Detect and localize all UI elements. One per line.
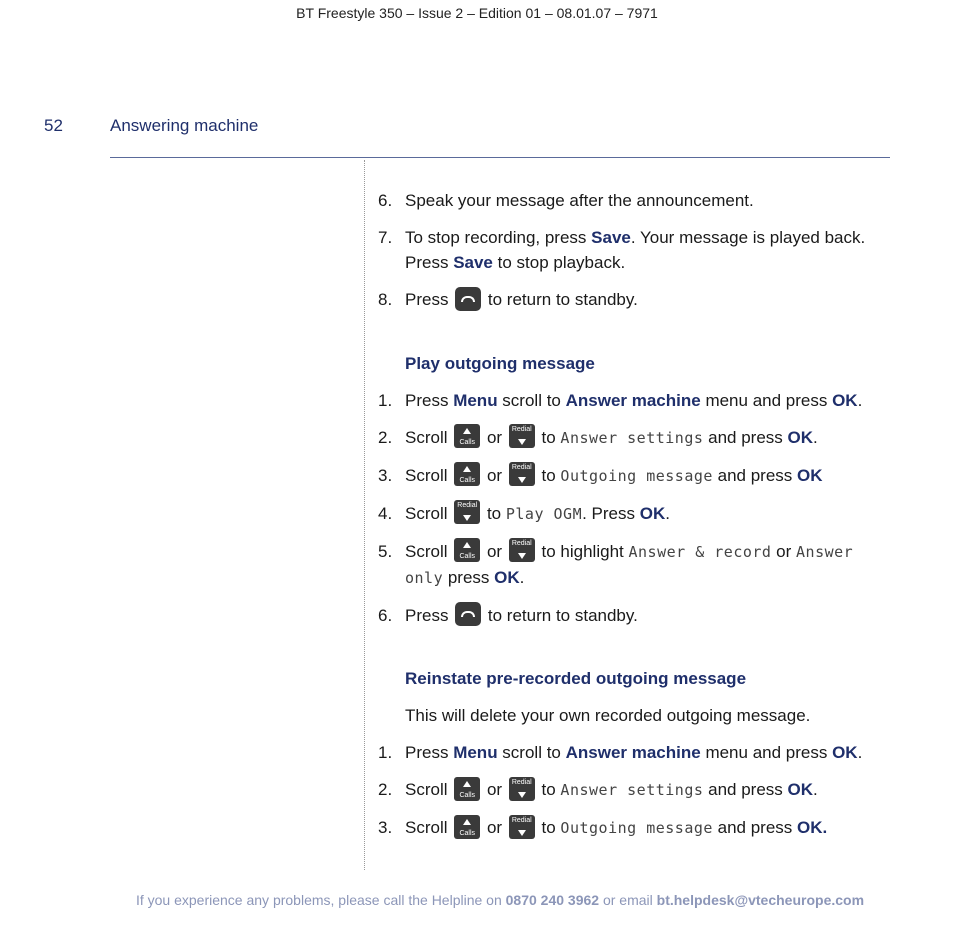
intro-text: This will delete your own recorded outgoing message.	[405, 706, 811, 726]
list-item	[378, 539, 878, 591]
display-text: Answer settings	[560, 781, 704, 800]
step-text: scroll to	[497, 743, 566, 763]
ok-key-label: OK	[797, 465, 823, 485]
step-text: .	[857, 743, 863, 763]
column-divider	[364, 160, 365, 870]
menu-name: Answer machine	[565, 390, 701, 410]
ok-key-label: OK.	[797, 818, 828, 838]
step-text: Scroll	[405, 503, 453, 523]
step-number: 3.	[378, 465, 393, 485]
list-item	[378, 740, 878, 765]
calls-up-key-icon: Calls	[454, 815, 480, 839]
redial-down-key-icon: Redial	[509, 538, 535, 562]
step-text: or	[482, 427, 507, 447]
subheading-play-outgoing: Play outgoing message	[405, 353, 595, 373]
step-text: .	[813, 427, 818, 447]
ok-key-label: OK	[787, 780, 813, 800]
step-text: .	[857, 390, 863, 410]
list-item	[378, 188, 878, 213]
save-key-label: Save	[591, 228, 631, 247]
list-item	[378, 815, 878, 841]
redial-down-key-icon: Redial	[509, 462, 535, 486]
step-number: 2.	[378, 780, 393, 800]
step-text: .	[519, 567, 525, 587]
page-number: 52	[44, 116, 63, 135]
step-text: to	[536, 465, 561, 485]
step-text: or	[482, 780, 507, 800]
calls-up-key-icon: Calls	[454, 538, 480, 562]
step-number: 1.	[378, 743, 393, 763]
end-call-icon	[455, 287, 481, 311]
list-item	[378, 388, 878, 413]
step-number: 6.	[378, 605, 393, 625]
save-key-label: Save	[453, 253, 493, 272]
menu-key-label: Menu	[453, 743, 498, 763]
redial-down-key-icon: Redial	[509, 777, 535, 801]
step-number: 7.	[378, 228, 393, 247]
list-item	[378, 287, 878, 313]
document-info: BT Freestyle 350 – Issue 2 – Edition 01 – 08.01.07 – 7971	[296, 5, 658, 21]
step-text: Scroll	[405, 541, 453, 561]
step-number: 4.	[378, 503, 393, 523]
header-rule	[110, 157, 890, 158]
step-text: Scroll	[405, 427, 453, 447]
step-text: menu and press	[700, 390, 833, 410]
display-text: Answer only	[405, 542, 854, 587]
subheading-reinstate: Reinstate pre-recorded outgoing message	[405, 669, 747, 689]
step-text: scroll to	[497, 390, 566, 410]
step-text: . Press	[582, 503, 640, 523]
display-text: Outgoing message	[560, 819, 713, 838]
redial-down-key-icon: Redial	[509, 424, 535, 448]
step-text: Scroll	[405, 780, 453, 800]
step-text: to highlight	[536, 541, 629, 561]
step-text: Scroll	[405, 818, 453, 838]
step-text: or	[482, 818, 507, 838]
step-text: or	[482, 465, 507, 485]
redial-down-key-icon: Redial	[509, 815, 535, 839]
step-text: To stop recording, press	[405, 228, 592, 247]
calls-up-key-icon: Calls	[454, 462, 480, 486]
step-text: to	[536, 427, 561, 447]
list-item	[378, 225, 878, 275]
step-number: 1.	[378, 390, 393, 410]
end-call-icon	[455, 602, 481, 626]
step-text: to	[536, 818, 561, 838]
ok-key-label: OK	[787, 427, 813, 447]
step-text: Scroll	[405, 465, 453, 485]
step-text: press	[443, 567, 495, 587]
step-text: Press	[405, 743, 454, 763]
helpdesk-email: bt.helpdesk@vtecheurope.com	[656, 892, 865, 908]
step-number: 2.	[378, 427, 393, 447]
list-item	[378, 603, 878, 629]
calls-up-key-icon: Calls	[454, 424, 480, 448]
step-number: 5.	[378, 541, 393, 561]
step-text: and press	[712, 465, 798, 485]
step-text: to return to standby.	[483, 290, 638, 309]
step-text: . Your message is played back. Press	[405, 228, 866, 272]
list-item	[378, 463, 878, 489]
step-text: to stop playback.	[492, 253, 626, 272]
calls-up-key-icon: Calls	[454, 777, 480, 801]
step-text: menu and press	[700, 743, 833, 763]
step-text: and press	[712, 818, 798, 838]
step-text: or	[482, 541, 507, 561]
step-text: Press	[405, 390, 454, 410]
ok-key-label: OK	[494, 567, 520, 587]
step-text: Press	[405, 290, 454, 309]
step-text: and press	[703, 427, 788, 447]
instructions-column	[378, 188, 878, 853]
footer-text: If you experience any problems, please call the Helpline on	[135, 892, 506, 908]
step-text: Press	[405, 605, 454, 625]
display-text: Outgoing message	[560, 466, 713, 485]
step-text: to return to standby.	[483, 605, 638, 625]
ok-key-label: OK	[832, 743, 858, 763]
step-text: and press	[703, 780, 788, 800]
ok-key-label: OK	[639, 503, 666, 523]
list-item	[378, 501, 878, 527]
list-item	[378, 777, 878, 803]
display-text: Play OGM	[505, 504, 583, 523]
step-text: to	[482, 503, 506, 523]
menu-name: Answer machine	[565, 743, 701, 763]
step-text: .	[813, 780, 818, 800]
display-text: Answer & record	[628, 542, 772, 561]
redial-down-key-icon: Redial	[454, 500, 480, 524]
step-text: .	[665, 503, 670, 523]
display-text: Answer settings	[560, 428, 704, 447]
step-text: to	[536, 780, 561, 800]
step-number: 6.	[378, 191, 393, 210]
step-text: Speak your message after the announcement.	[405, 191, 754, 210]
step-number: 8.	[378, 290, 393, 309]
footer-text: or email	[599, 892, 657, 908]
ok-key-label: OK	[832, 390, 858, 410]
section-title: Answering machine	[110, 116, 259, 135]
helpline-phone: 0870 240 3962	[505, 892, 600, 908]
step-number: 3.	[378, 818, 393, 838]
helpline-footer	[0, 892, 954, 908]
step-text: or	[771, 541, 797, 561]
menu-key-label: Menu	[453, 390, 498, 410]
list-item	[378, 425, 878, 451]
